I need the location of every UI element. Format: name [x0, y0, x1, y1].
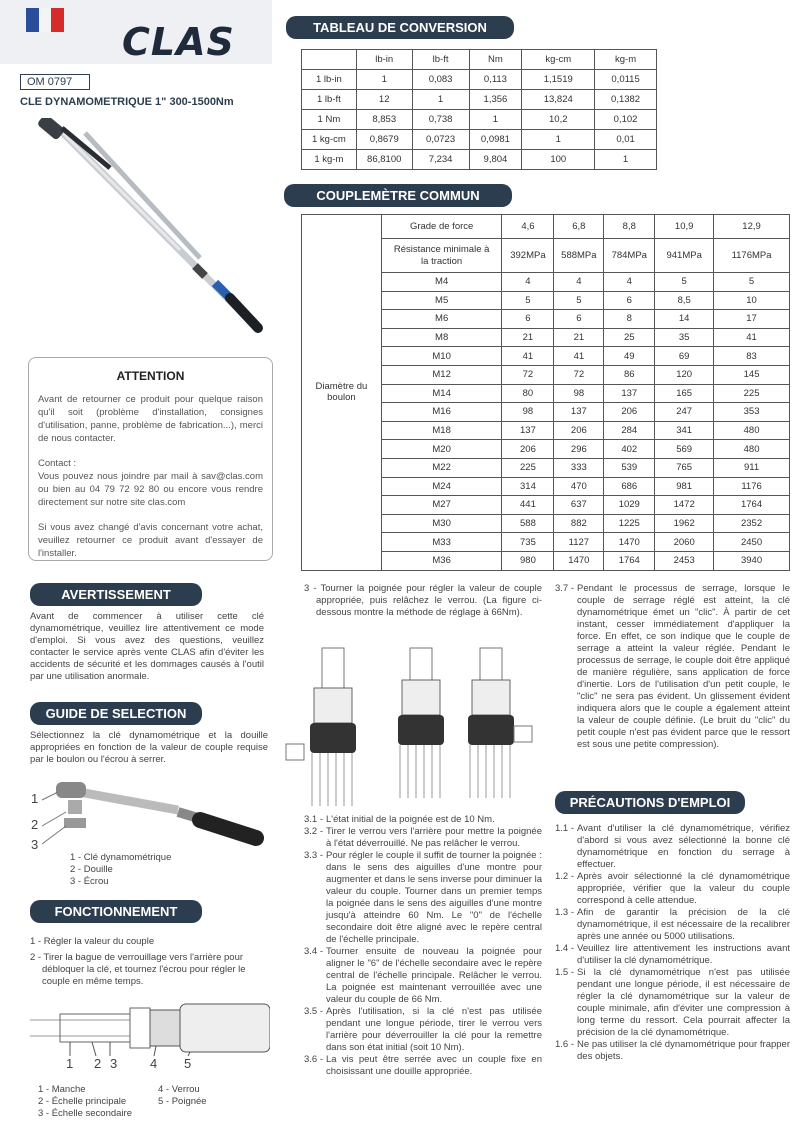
- handle-adjustment-diagrams: [282, 638, 552, 808]
- table-cell: 9,804: [469, 150, 522, 170]
- table-cell: 2453: [655, 551, 714, 570]
- fonctionnement-steps: [30, 936, 268, 988]
- table-cell: 6,8: [554, 215, 604, 239]
- part-callout-1: 1: [66, 1056, 74, 1071]
- table-cell: 941MPa: [655, 239, 714, 273]
- guide-legend: [70, 852, 171, 888]
- table-cell: 0,8679: [356, 130, 412, 150]
- table-cell: 980: [502, 551, 554, 570]
- substep-text: Tourner ensuite de nouveau la poignée pour aligner le "6" de l'échelle secondaire avec le repère central de l'échelle principale. Relâcher le verrou. La poignée est maintenant verrouillée avec une valeur du couple de 66 Nm.: [326, 946, 542, 1005]
- selection-wrench-image: [28, 770, 264, 850]
- step-3-7: [555, 583, 790, 751]
- substep-number: 3.3 -: [304, 850, 324, 861]
- table-cell: M36: [381, 551, 502, 570]
- table-cell: M6: [381, 310, 502, 329]
- substep-number: 3.1 -: [304, 814, 324, 825]
- table-cell: 3940: [714, 551, 790, 570]
- table-cell: kg-m: [595, 50, 657, 70]
- table-cell: 72: [554, 365, 604, 384]
- table-cell: 5: [502, 291, 554, 310]
- precaution-number: 1.6 -: [555, 1039, 575, 1050]
- table-cell: 12,9: [714, 215, 790, 239]
- table-cell: 86,8100: [356, 150, 412, 170]
- precaution-item: [555, 871, 790, 907]
- table-cell: 333: [554, 458, 604, 477]
- precaution-number: 1.1 -: [555, 823, 575, 834]
- table-cell: M16: [381, 403, 502, 422]
- table-cell: 6: [554, 310, 604, 329]
- legend-item: 2 - Douille: [70, 864, 113, 875]
- precaution-text: Si la clé dynamométrique n'est pas utilisée pendant une longue période, il est nécessaire de régler la clé dynamométrique sur la valeur de couple minimale, afin d'éviter une compression à long terme du ressort. Cela pourrait affecter la précision de la clé dynamométrique.: [577, 967, 790, 1038]
- table-cell: 1: [595, 150, 657, 170]
- table-cell: 10,2: [522, 110, 595, 130]
- table-cell: 80: [502, 384, 554, 403]
- precaution-text: Afin de garantir la précision de la clé dynamométrique, il est nécessaire de la recalibrer après une année ou 5000 utilisations.: [577, 907, 790, 942]
- substep: [304, 850, 542, 946]
- contact-text: Vous pouvez nous joindre par mail à sav@clas.com ou bien au 04 79 72 92 80 ou encore vous rendre directement sur notre site clas.com: [38, 471, 263, 508]
- table-cell: 1: [469, 110, 522, 130]
- table-row: [302, 110, 657, 130]
- table-cell: 1 kg-cm: [302, 130, 357, 150]
- table-cell: 1472: [655, 496, 714, 515]
- table-cell: M30: [381, 514, 502, 533]
- table-cell: 1470: [604, 533, 655, 552]
- table-cell: 41: [714, 328, 790, 347]
- table-cell: 2060: [655, 533, 714, 552]
- product-code: OM 0797: [20, 74, 90, 90]
- table-cell: 353: [714, 403, 790, 422]
- parts-legend-right: [158, 1084, 207, 1108]
- step-1: 1 - Régler la valeur du couple: [30, 936, 155, 947]
- legend-item: 5 - Poignée: [158, 1096, 207, 1107]
- substep-number: 3.6 -: [304, 1054, 324, 1065]
- part-callout-2: 2: [94, 1056, 102, 1071]
- precaution-item: [555, 943, 790, 967]
- table-cell: 4: [604, 273, 655, 292]
- conversion-title: TABLEAU DE CONVERSION: [286, 16, 514, 39]
- table-cell: 5: [554, 291, 604, 310]
- table-cell: M22: [381, 458, 502, 477]
- table-cell: 1225: [604, 514, 655, 533]
- table-cell: 69: [655, 347, 714, 366]
- precautions-list: [555, 823, 790, 1063]
- table-cell: 12: [356, 90, 412, 110]
- precaution-text: Avant d'utiliser la clé dynamométrique, vérifiez d'abord si vous avez sélectionné la bonne clé dynamométrique en fonction du serrage à effectuer.: [577, 823, 790, 870]
- table-cell: 569: [655, 440, 714, 459]
- step-2: 2 - Tirer la bague de verrouillage vers l'arrière pour débloquer la clé, et tournez l'écrou pour régler le couple en même temps.: [30, 952, 246, 987]
- table-cell: 588MPa: [554, 239, 604, 273]
- table-row: [302, 70, 657, 90]
- precaution-number: 1.5 -: [555, 967, 575, 978]
- table-cell: 5: [714, 273, 790, 292]
- table-cell: 480: [714, 421, 790, 440]
- table-cell: 735: [502, 533, 554, 552]
- substep-number: 3.7 -: [555, 583, 575, 594]
- table-cell: M18: [381, 421, 502, 440]
- table-cell: 480: [714, 440, 790, 459]
- table-cell: 98: [554, 384, 604, 403]
- table-cell: 539: [604, 458, 655, 477]
- precaution-item: [555, 823, 790, 871]
- table-cell: 1 lb-in: [302, 70, 357, 90]
- table-cell: M33: [381, 533, 502, 552]
- table-cell: 206: [502, 440, 554, 459]
- table-cell: 1962: [655, 514, 714, 533]
- table-row: [302, 130, 657, 150]
- table-cell: 392MPa: [502, 239, 554, 273]
- table-cell: 137: [604, 384, 655, 403]
- table-cell: M10: [381, 347, 502, 366]
- table-cell: 0,0981: [469, 130, 522, 150]
- avertissement-text: Avant de commencer à utiliser cette clé dynamométrique, veuillez lire attentivement ce mode d'emploi. Si vous avez des questions, veuillez contacter le service après vente CLAS afin d'éviter les accidents de sécurité et les dommages causés à l'outil par une utilisation anormale.: [30, 611, 264, 682]
- table-cell: 137: [502, 421, 554, 440]
- fonctionnement-title: FONCTIONNEMENT: [30, 900, 202, 923]
- callout-1: 1: [31, 791, 39, 806]
- wrench-parts-image: [30, 998, 270, 1058]
- table-cell: 49: [604, 347, 655, 366]
- table-cell: 981: [655, 477, 714, 496]
- table-cell: 7,234: [412, 150, 469, 170]
- legend-item: 4 - Verrou: [158, 1084, 200, 1095]
- table-cell: 314: [502, 477, 554, 496]
- substep-text: Tirer le verrou vers l'arrière pour mettre la poignée à l'état déverrouillé. Ne pas relâcher le verrou.: [326, 826, 542, 849]
- table-cell: [302, 50, 357, 70]
- substep-number: 3.2 -: [304, 826, 324, 837]
- table-row: [302, 150, 657, 170]
- table-cell: 441: [502, 496, 554, 515]
- table-cell: 0,0723: [412, 130, 469, 150]
- table-row: [302, 50, 657, 70]
- table-cell: M20: [381, 440, 502, 459]
- table-cell: M12: [381, 365, 502, 384]
- table-cell: 13,824: [522, 90, 595, 110]
- table-cell: 25: [604, 328, 655, 347]
- table-cell: 784MPa: [604, 239, 655, 273]
- substep: [304, 826, 542, 850]
- table-cell: 83: [714, 347, 790, 366]
- table-cell: 10: [714, 291, 790, 310]
- table-cell: 35: [655, 328, 714, 347]
- table-cell: 100: [522, 150, 595, 170]
- substep: [304, 1054, 542, 1078]
- table-cell: 14: [655, 310, 714, 329]
- table-cell: 1 lb-ft: [302, 90, 357, 110]
- conversion-table: [301, 49, 657, 170]
- precautions-title: PRÉCAUTIONS D'EMPLOI: [555, 791, 745, 814]
- table-cell: 470: [554, 477, 604, 496]
- table-cell: 1176MPa: [714, 239, 790, 273]
- table-cell: 120: [655, 365, 714, 384]
- table-cell: 1 kg-m: [302, 150, 357, 170]
- table-cell: 0,01: [595, 130, 657, 150]
- clas-logo: CLAS: [122, 20, 235, 64]
- table-cell: 21: [502, 328, 554, 347]
- table-cell: 882: [554, 514, 604, 533]
- table-cell: 1470: [554, 551, 604, 570]
- table-cell: lb-ft: [412, 50, 469, 70]
- grade-label: Grade de force: [381, 215, 502, 239]
- table-cell: 1: [412, 90, 469, 110]
- table-cell: 5: [655, 273, 714, 292]
- table-cell: 1176: [714, 477, 790, 496]
- table-cell: M27: [381, 496, 502, 515]
- table-cell: kg-cm: [522, 50, 595, 70]
- table-cell: 86: [604, 365, 655, 384]
- table-cell: 4: [502, 273, 554, 292]
- attention-text: Avant de retourner ce produit pour quelque raison qu'il soit (problème d'installation, consignes d'utilisation, panne, problème de fabrication...), merci de nous contacter.: [38, 394, 263, 444]
- precaution-number: 1.2 -: [555, 871, 575, 882]
- table-cell: 206: [604, 403, 655, 422]
- table-cell: 296: [554, 440, 604, 459]
- precaution-number: 1.3 -: [555, 907, 575, 918]
- table-cell: 2450: [714, 533, 790, 552]
- table-cell: 225: [714, 384, 790, 403]
- part-callout-5: 5: [184, 1056, 192, 1071]
- table-cell: 225: [502, 458, 554, 477]
- substep-number: 3.5 -: [304, 1006, 324, 1017]
- table-cell: 17: [714, 310, 790, 329]
- table-row: [302, 90, 657, 110]
- table-cell: 1 Nm: [302, 110, 357, 130]
- table-cell: 0,0115: [595, 70, 657, 90]
- table-cell: 72: [502, 365, 554, 384]
- substep: [304, 814, 542, 826]
- resistance-label: Résistance minimale à la traction: [381, 239, 502, 273]
- precaution-text: Après avoir sélectionné la clé dynamométrique appropriée, vérifier que la valeur du couple correspond à celle attendue.: [577, 871, 790, 906]
- table-cell: 1764: [604, 551, 655, 570]
- table-cell: M8: [381, 328, 502, 347]
- table-cell: 137: [554, 403, 604, 422]
- guide-title: GUIDE DE SELECTION: [30, 702, 202, 725]
- callout-2: 2: [31, 817, 39, 832]
- part-callout-4: 4: [150, 1056, 158, 1071]
- substep: [304, 946, 542, 1006]
- product-title: CLE DYNAMOMETRIQUE 1" 300-1500Nm: [20, 96, 234, 108]
- step-3-text: 3 - Tourner la poignée pour régler la valeur de couple appropriée, puis relâchez le verrou. (La figure ci-dessous montre la méthode de réglage à 66Nm).: [304, 583, 542, 618]
- table-cell: 10,9: [655, 215, 714, 239]
- substep-text: Après l'utilisation, si la clé n'est pas utilisée pendant une longue période, tirer le verrou vers l'arrière pour déverrouiller la clé pour la remettre dans son état initial (soit 10 Nm).: [326, 1006, 542, 1053]
- table-cell: 588: [502, 514, 554, 533]
- attention-return-text: Si vous avez changé d'avis concernant votre achat, veuillez retourner ce produit avant d'essayer de l'installer.: [38, 522, 263, 559]
- couple-title: COUPLEMÈTRE COMMUN: [284, 184, 512, 207]
- substep: [304, 1006, 542, 1054]
- precaution-text: Ne pas utiliser la clé dynamométrique pour frapper des objets.: [577, 1039, 790, 1062]
- table-cell: 1764: [714, 496, 790, 515]
- table-cell: 686: [604, 477, 655, 496]
- attention-box: [28, 357, 273, 561]
- table-cell: 284: [604, 421, 655, 440]
- table-cell: 0,738: [412, 110, 469, 130]
- table-cell: 41: [554, 347, 604, 366]
- substep-number: 3.4 -: [304, 946, 324, 957]
- table-cell: 165: [655, 384, 714, 403]
- substep-text: Pendant le processus de serrage, lorsque le couple de serrage réglé est atteint, la clé dynamométrique émet un "clic". À partir de cet instant, cesser immédiatement d'appliquer la force. En effet, ce son indique que le couple de serrage a atteint la valeur réglée. Pendant le processus de serrage, le couple doit être appliqué de manière régulière, sans application de force d'inertie. Lors de l'utilisation d'un petit couple, le "clic" ne sera pas évident. Un glissement évident indiquera alors que le couple a également atteint la valeur de couple définie. (Le bruit du "clic" du petit couple n'est pas évident parce que le ressort est sous une petite compression).: [577, 583, 790, 750]
- table-cell: 911: [714, 458, 790, 477]
- table-cell: 1029: [604, 496, 655, 515]
- table-cell: 2352: [714, 514, 790, 533]
- table-cell: 1: [356, 70, 412, 90]
- table-cell: 4,6: [502, 215, 554, 239]
- contact-label: Contact :: [38, 458, 77, 469]
- avertissement-title: AVERTISSEMENT: [30, 583, 202, 606]
- table-cell: 6: [502, 310, 554, 329]
- part-callout-3: 3: [110, 1056, 118, 1071]
- table-cell: 402: [604, 440, 655, 459]
- table-cell: 1,356: [469, 90, 522, 110]
- table-cell: 206: [554, 421, 604, 440]
- table-cell: 1: [522, 130, 595, 150]
- substeps-list: [304, 814, 542, 1078]
- table-cell: 765: [655, 458, 714, 477]
- callout-3: 3: [31, 837, 39, 852]
- table-cell: 0,102: [595, 110, 657, 130]
- table-cell: 98: [502, 403, 554, 422]
- legend-item: 1 - Manche: [38, 1084, 86, 1095]
- table-cell: 21: [554, 328, 604, 347]
- substep-text: Pour régler le couple il suffit de tourner la poignée : dans le sens des aiguilles d'une montre pour augmenter et dans le sens inverse pour diminuer la valeur du couple. Tourner dans un premier temps la poignée dans le sens des aiguilles d'une montre jusqu'à atteindre 60 Nm. Le "0" de l'échelle secondaire doit être aligné avec le repère central de l'échelle principale.: [326, 850, 542, 945]
- table-cell: 637: [554, 496, 604, 515]
- table-cell: M5: [381, 291, 502, 310]
- precaution-text: Veuillez lire attentivement les instructions avant d'utiliser la clé dynamométrique.: [577, 943, 790, 966]
- table-cell: M14: [381, 384, 502, 403]
- table-cell: 8,5: [655, 291, 714, 310]
- french-flag-icon: [26, 8, 64, 32]
- table-row: [302, 215, 790, 239]
- precaution-item: [555, 967, 790, 1039]
- diameter-label: Diamètre du boulon: [302, 215, 382, 571]
- table-cell: 0,1382: [595, 90, 657, 110]
- table-cell: 1,1519: [522, 70, 595, 90]
- substep-text: La vis peut être serrée avec un couple fixe en choisissant une douille appropriée.: [326, 1054, 542, 1077]
- table-cell: Nm: [469, 50, 522, 70]
- substep-text: L'état initial de la poignée est de 10 Nm.: [326, 814, 495, 825]
- attention-title: ATTENTION: [116, 369, 185, 383]
- precaution-item: [555, 1039, 790, 1063]
- table-cell: 6: [604, 291, 655, 310]
- parts-legend-left: [38, 1084, 132, 1120]
- table-cell: 0,113: [469, 70, 522, 90]
- table-cell: M4: [381, 273, 502, 292]
- legend-item: 3 - Écrou: [70, 876, 109, 887]
- table-cell: 0,083: [412, 70, 469, 90]
- precaution-item: [555, 907, 790, 943]
- table-cell: 41: [502, 347, 554, 366]
- table-cell: 247: [655, 403, 714, 422]
- guide-text: Sélectionnez la clé dynamométrique et la douille appropriées en fonction de la valeur de couple requise par le boulon ou l'écrou à serrer.: [30, 730, 268, 765]
- table-cell: 341: [655, 421, 714, 440]
- precaution-number: 1.4 -: [555, 943, 575, 954]
- legend-item: 1 - Clé dynamométrique: [70, 852, 172, 863]
- torque-wrench-image: [30, 118, 275, 338]
- table-cell: 8,853: [356, 110, 412, 130]
- table-cell: 8: [604, 310, 655, 329]
- table-cell: lb-in: [356, 50, 412, 70]
- table-cell: 4: [554, 273, 604, 292]
- table-cell: M24: [381, 477, 502, 496]
- legend-item: 2 - Échelle principale: [38, 1096, 127, 1107]
- table-cell: 145: [714, 365, 790, 384]
- torque-table: [301, 214, 790, 571]
- table-cell: 8,8: [604, 215, 655, 239]
- table-cell: 1127: [554, 533, 604, 552]
- legend-item: 3 - Échelle secondaire: [38, 1108, 132, 1119]
